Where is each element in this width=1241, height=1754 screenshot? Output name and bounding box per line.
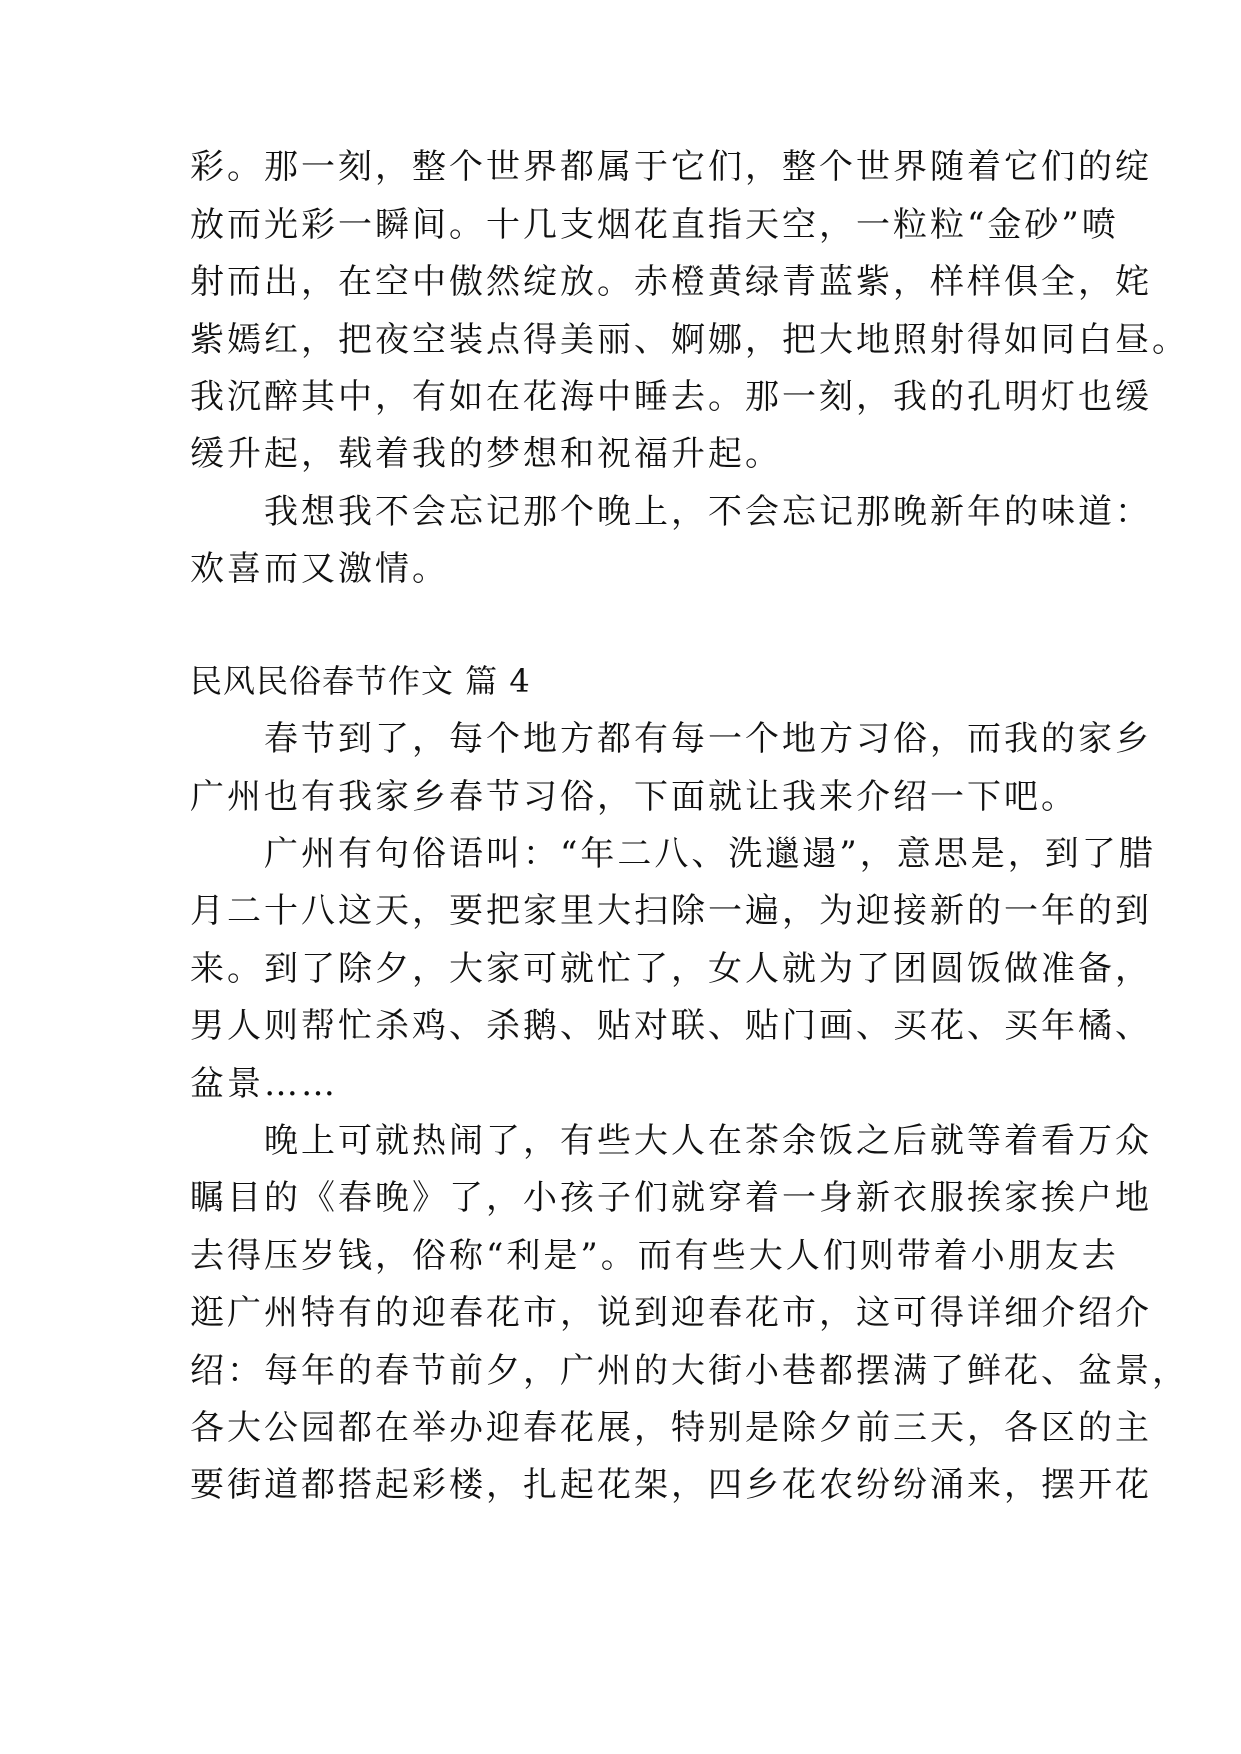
paragraph-line: 逛广州特有的迎春花市，说到迎春花市，这可得详细介绍介 [190, 1293, 1152, 1333]
section-heading: 民风民俗春节作文 篇 4 [190, 662, 531, 700]
paragraph-line: 放而光彩一瞬间。十几支烟花直指天空，一粒粒“金砂”喷 [190, 205, 1119, 245]
paragraph-line: 各大公园都在举办迎春花展，特别是除夕前三天，各区的主 [190, 1408, 1152, 1448]
paragraph-line: 月二十八这天，要把家里大扫除一遍，为迎接新的一年的到 [190, 891, 1152, 931]
paragraph-line: 绍：每年的春节前夕，广州的大街小巷都摆满了鲜花、盆景， [190, 1351, 1189, 1391]
paragraph-line: 欢喜而又激情。 [190, 549, 449, 589]
paragraph-line: 缓升起，载着我的梦想和祝福升起。 [190, 434, 782, 474]
paragraph-line: 盆景…… [190, 1064, 338, 1104]
paragraph-line: 我想我不会忘记那个晚上，不会忘记那晚新年的味道： [190, 492, 1152, 532]
paragraph-line: 广州有句俗语叫：“年二八、洗邋遢”，意思是，到了腊 [190, 834, 1156, 874]
paragraph-line: 男人则帮忙杀鸡、杀鹅、贴对联、贴门画、买花、买年橘、 [190, 1006, 1152, 1046]
paragraph-line: 春节到了，每个地方都有每一个地方习俗，而我的家乡 [190, 719, 1152, 759]
paragraph-line: 瞩目的《春晚》了，小孩子们就穿着一身新衣服挨家挨户地 [190, 1178, 1152, 1218]
paragraph-line: 晚上可就热闹了，有些大人在茶余饭之后就等着看万众 [190, 1121, 1152, 1161]
paragraph-line: 去得压岁钱，俗称“利是”。而有些大人们则带着小朋友去 [190, 1236, 1119, 1276]
paragraph-line: 我沉醉其中，有如在花海中睡去。那一刻，我的孔明灯也缓 [190, 377, 1152, 417]
paragraph-line: 要街道都搭起彩楼，扎起花架，四乡花农纷纷涌来，摆开花 [190, 1465, 1152, 1505]
paragraph-line: 紫嫣红，把夜空装点得美丽、婀娜，把大地照射得如同白昼。 [190, 320, 1189, 360]
paragraph-line: 广州也有我家乡春节习俗，下面就让我来介绍一下吧。 [190, 777, 1078, 817]
paragraph-line: 彩。那一刻，整个世界都属于它们，整个世界随着它们的绽 [190, 147, 1152, 187]
paragraph-line: 来。到了除夕，大家可就忙了，女人就为了团圆饭做准备， [190, 949, 1152, 989]
paragraph-line: 射而出，在空中傲然绽放。赤橙黄绿青蓝紫，样样俱全，姹 [190, 262, 1152, 302]
